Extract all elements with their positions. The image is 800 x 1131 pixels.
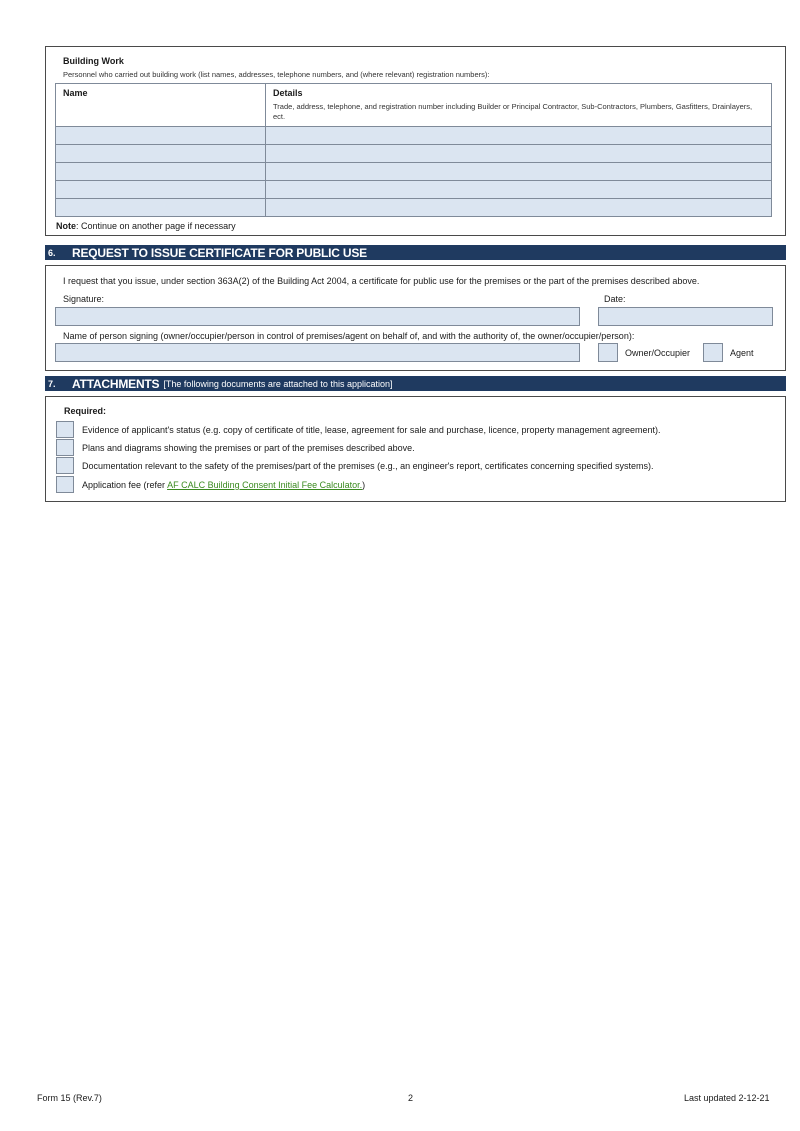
table-row xyxy=(56,181,772,199)
plans-diagrams-label: Plans and diagrams showing the premises or part of the premises described above. xyxy=(82,443,415,453)
applicant-status-label: Evidence of applicant's status (e.g. copy of certificate of title, lease, agreement for sale and purchase, licence, property management agreement). xyxy=(82,425,661,435)
section-7-subtitle: [The following documents are attached to this application] xyxy=(163,378,393,389)
details-hint: Trade, address, telephone, and registration number including Builder or Principal Contractor, Sub-Contractors, Plumbers, Gasfitters, Drainlayers, ect. xyxy=(273,102,753,121)
signer-name-label: Name of person signing (owner/occupier/person in control of premises/agent on behalf of, and with the authority of, the owner/occupier/person): xyxy=(63,331,635,341)
request-statement: I request that you issue, under section 363A(2) of the Building Act 2004, a certificate for public use for the premises or the part of the premises described above. xyxy=(63,276,700,286)
applicant-status-checkbox[interactable] xyxy=(56,421,74,438)
name-input[interactable] xyxy=(56,127,266,145)
agent-checkbox[interactable] xyxy=(703,343,723,362)
table-row xyxy=(56,145,772,163)
section-6-number: 6. xyxy=(48,247,56,258)
section-7-header xyxy=(45,376,786,391)
section-7-number: 7. xyxy=(48,378,56,389)
signature-field[interactable] xyxy=(55,307,580,326)
signature-label: Signature: xyxy=(63,294,105,304)
building-work-description: Personnel who carried out building work (list names, addresses, telephone numbers, and (where relevant) registration numbers): xyxy=(63,70,490,79)
form-id: Form 15 (Rev.7) xyxy=(37,1093,102,1103)
details-column-header: Details Trade, address, telephone, and registration number including Builder or Principal Contractor, Sub-Contractors, Plumbers, Gasfitters, Drainlayers, ect. xyxy=(266,84,772,127)
name-input[interactable] xyxy=(56,199,266,217)
safety-documentation-label: Documentation relevant to the safety of the premises/part of the premises (e.g., an engineer's report, certificates concerning specified systems). xyxy=(82,461,654,471)
table-row xyxy=(56,199,772,217)
details-input[interactable] xyxy=(266,199,772,217)
table-row xyxy=(56,163,772,181)
required-label: Required: xyxy=(64,406,107,416)
building-work-title: Building Work xyxy=(63,56,124,66)
details-input[interactable] xyxy=(266,145,772,163)
details-input[interactable] xyxy=(266,163,772,181)
owner-occupier-checkbox[interactable] xyxy=(598,343,618,362)
name-column-header: Name xyxy=(56,84,266,127)
building-work-table xyxy=(55,83,772,217)
fee-calculator-link[interactable]: AF CALC Building Consent Initial Fee Calculator. xyxy=(167,480,363,490)
details-input[interactable] xyxy=(266,127,772,145)
building-work-note: Note: Continue on another page if necessary xyxy=(56,221,236,231)
section-6-title: REQUEST TO ISSUE CERTIFICATE FOR PUBLIC USE xyxy=(72,245,367,260)
safety-documentation-checkbox[interactable] xyxy=(56,457,74,474)
table-row xyxy=(56,127,772,145)
last-updated: Last updated 2-12-21 xyxy=(684,1093,770,1103)
details-input[interactable] xyxy=(266,181,772,199)
page-number: 2 xyxy=(408,1093,414,1103)
owner-occupier-label: Owner/Occupier xyxy=(625,348,691,358)
application-fee-checkbox[interactable] xyxy=(56,476,74,493)
agent-label: Agent xyxy=(730,348,754,358)
date-field[interactable] xyxy=(598,307,773,326)
date-label: Date: xyxy=(604,294,626,304)
section-7-title: ATTACHMENTS xyxy=(72,376,160,391)
name-input[interactable] xyxy=(56,181,266,199)
signer-name-field[interactable] xyxy=(55,343,580,362)
application-fee-label: Application fee (refer AF CALC Building Consent Initial Fee Calculator.) xyxy=(82,480,366,490)
name-input[interactable] xyxy=(56,145,266,163)
name-input[interactable] xyxy=(56,163,266,181)
section-6-header xyxy=(45,245,786,260)
plans-diagrams-checkbox[interactable] xyxy=(56,439,74,456)
